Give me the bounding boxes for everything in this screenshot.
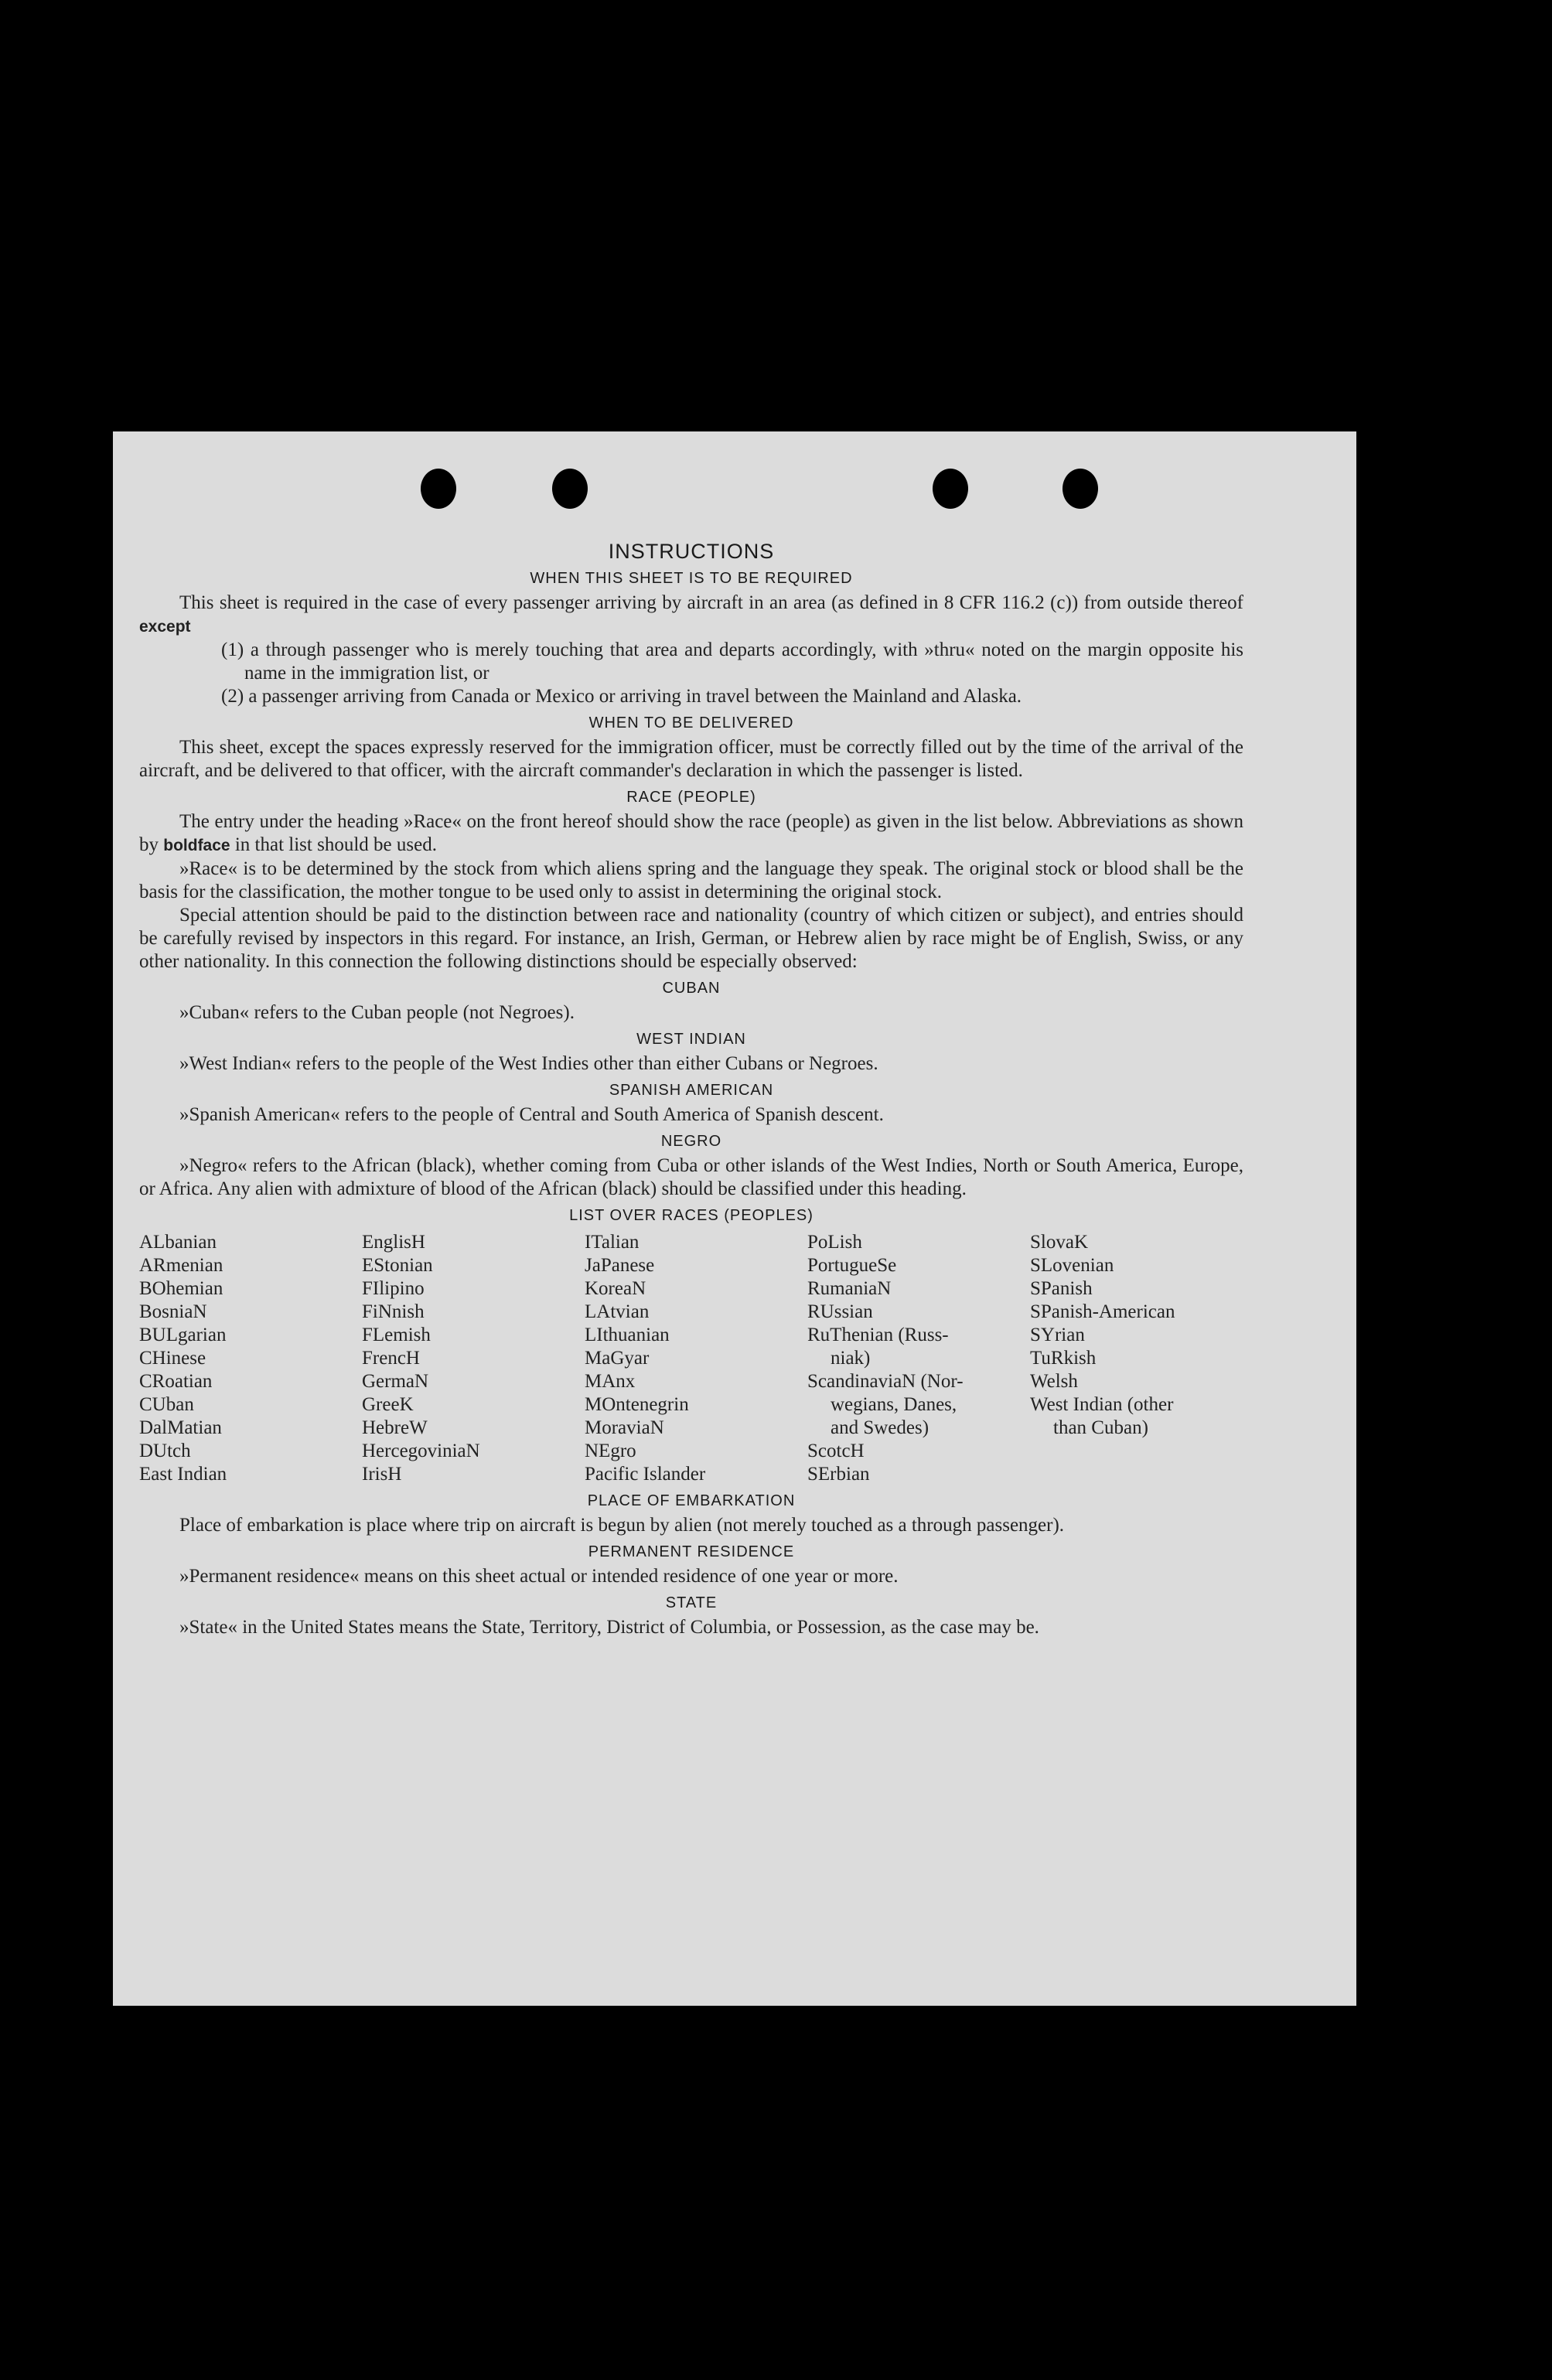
race-entry: and Swedes)	[831, 1417, 929, 1438]
race-entry: BosniaN	[139, 1301, 207, 1322]
race-entry: niak)	[831, 1348, 871, 1369]
cuban-paragraph: »Cuban« refers to the Cuban people (not Negroes).	[179, 1002, 575, 1023]
punch-hole-icon	[1063, 469, 1098, 509]
races-column-1	[139, 1231, 362, 1486]
race-entry: PortugueSe	[807, 1255, 897, 1276]
negro-paragraph: »Negro« refers to the African (black), whether coming from Cuba or other islands of the West Indies, North or South America, Europe, or Africa. Any alien with admixture of blood of the African (black) should be classified under this heading.	[139, 1155, 1243, 1199]
race-entry: CHinese	[139, 1348, 206, 1369]
race-entry: ITalian	[585, 1232, 640, 1253]
race-entry: SYrian	[1030, 1325, 1085, 1345]
race-paragraph-2: »Race« is to be determined by the stock from which aliens spring and the language they speak. The original stock or blood shall be the basis for the classification, the mother tongue to be used only to assist in determining the original stock.	[139, 858, 1243, 902]
race-entry: ScotcH	[807, 1441, 865, 1461]
race-entry: ScandinaviaN (Nor-	[807, 1371, 964, 1392]
section-heading-embarkation: PLACE OF EMBARKATION	[587, 1492, 796, 1509]
race-entry: HebreW	[362, 1417, 428, 1438]
race-entry: MaGyar	[585, 1348, 650, 1369]
page-title: INSTRUCTIONS	[608, 540, 775, 563]
races-list	[139, 1231, 1243, 1486]
race-entry: than Cuban)	[1053, 1417, 1148, 1438]
race-entry: Welsh	[1030, 1371, 1078, 1392]
state-paragraph: »State« in the United States means the State, Territory, District of Columbia, or Possession, as the case may be.	[179, 1617, 1039, 1638]
delivered-paragraph: This sheet, except the spaces expressly reserved for the immigration officer, must be correctly filled out by the time of the arrival of the aircraft, and be delivered to that officer, with the aircraft commander's declaration in which the passenger is listed.	[139, 737, 1243, 781]
punch-hole-icon	[933, 469, 968, 509]
race-entry: RUssian	[807, 1301, 873, 1322]
race-entry: MOntenegrin	[585, 1394, 689, 1415]
race-entry: LAtvian	[585, 1301, 650, 1322]
races-column-5	[1030, 1231, 1239, 1486]
section-heading-west-indian: WEST INDIAN	[636, 1031, 746, 1048]
race-entry: West Indian (other	[1030, 1394, 1174, 1415]
race-entry: FrencH	[362, 1348, 420, 1369]
instructions-content	[139, 540, 1243, 1639]
race-entry: CUban	[139, 1394, 194, 1415]
section-heading-spanish-american: SPANISH AMERICAN	[609, 1082, 774, 1099]
race-entry: ALbanian	[139, 1232, 217, 1253]
races-column-4	[807, 1231, 1030, 1486]
race-entry: NEgro	[585, 1441, 636, 1461]
race-entry: MAnx	[585, 1371, 636, 1392]
race-entry: DUtch	[139, 1441, 191, 1461]
race-entry: wegians, Danes,	[831, 1394, 957, 1415]
race-entry: EStonian	[362, 1255, 433, 1276]
race-entry: LIthuanian	[585, 1325, 670, 1345]
race-entry: MoraviaN	[585, 1417, 664, 1438]
race-entry: SlovaK	[1030, 1232, 1088, 1253]
punch-hole-icon	[421, 469, 456, 509]
race-entry: IrisH	[362, 1464, 402, 1485]
section-heading-negro: NEGRO	[660, 1133, 722, 1150]
race-entry: East Indian	[139, 1464, 227, 1485]
section-heading-cuban: CUBAN	[662, 980, 721, 997]
race-entry: EnglisH	[362, 1232, 425, 1253]
instruction-sheet	[113, 431, 1356, 2006]
west-indian-paragraph: »West Indian« refers to the people of the West Indies other than either Cubans or Negroes.	[179, 1053, 878, 1074]
race-entry: ARmenian	[139, 1255, 223, 1276]
race-entry: BOhemian	[139, 1278, 223, 1299]
race-entry: HercegoviniaN	[362, 1441, 480, 1461]
race-entry: Pacific Islander	[585, 1464, 706, 1485]
race-entry: DalMatian	[139, 1417, 222, 1438]
race-entry: GermaN	[362, 1371, 429, 1392]
race-paragraph-3: Special attention should be paid to the distinction between race and nationality (country of which citizen or subject), and entries should be carefully revised by inspectors in this regard. For instance, an Irish, German, or Hebrew alien by race might be of English, Swiss, or any other nationality. In this connection the following distinctions should be especially observed:	[139, 905, 1243, 972]
section-heading-delivered: WHEN TO BE DELIVERED	[588, 714, 794, 731]
race-entry: FIlipino	[362, 1278, 425, 1299]
section-heading-races-list: LIST OVER RACES (PEOPLES)	[569, 1207, 814, 1224]
race-entry: TuRkish	[1030, 1348, 1097, 1369]
race-entry: CRoatian	[139, 1371, 213, 1392]
required-exception-1: (1) a through passenger who is merely touching that area and departs accordingly, with »thru« noted on the margin opposite his name in the immigration list, or	[221, 639, 1243, 684]
race-entry: SPanish	[1030, 1278, 1093, 1299]
section-heading-race: RACE (PEOPLE)	[626, 789, 756, 806]
race-entry: SErbian	[807, 1464, 870, 1485]
races-column-3	[585, 1231, 807, 1486]
race-entry: GreeK	[362, 1394, 414, 1415]
race-entry: PoLish	[807, 1232, 862, 1253]
section-heading-state: STATE	[665, 1594, 718, 1611]
race-entry: FLemish	[362, 1325, 431, 1345]
residence-paragraph: »Permanent residence« means on this sheet actual or intended residence of one year or more.	[179, 1566, 899, 1587]
section-heading-required: WHEN THIS SHEET IS TO BE REQUIRED	[530, 570, 853, 587]
embarkation-paragraph: Place of embarkation is place where trip on aircraft is begun by alien (not merely touched as a through passenger).	[179, 1515, 1065, 1536]
race-entry: SLovenian	[1030, 1255, 1114, 1276]
punch-hole-icon	[552, 469, 588, 509]
race-entry: BULgarian	[139, 1325, 227, 1345]
race-entry: KoreaN	[585, 1278, 646, 1299]
race-entry: RuThenian (Russ-	[807, 1325, 949, 1345]
race-entry: JaPanese	[585, 1255, 655, 1276]
spanish-american-paragraph: »Spanish American« refers to the people of Central and South America of Spanish descent.	[179, 1104, 884, 1125]
required-exception-2: (2) a passenger arriving from Canada or Mexico or arriving in travel between the Mainland and Alaska.	[221, 686, 1022, 707]
required-paragraph: This sheet is required in the case of every passenger arriving by aircraft in an area (as defined in 8 CFR 116.2 (c)) from outside thereof except	[139, 592, 1243, 636]
race-paragraph-1: The entry under the heading »Race« on the front hereof should show the race (people) as given in the list below. Abbreviations as shown by boldface in that list should be used.	[139, 811, 1243, 855]
race-entry: RumaniaN	[807, 1278, 892, 1299]
section-heading-residence: PERMANENT RESIDENCE	[588, 1543, 795, 1560]
race-entry: FiNnish	[362, 1301, 425, 1322]
race-entry: SPanish-American	[1030, 1301, 1175, 1322]
races-column-2	[362, 1231, 585, 1486]
